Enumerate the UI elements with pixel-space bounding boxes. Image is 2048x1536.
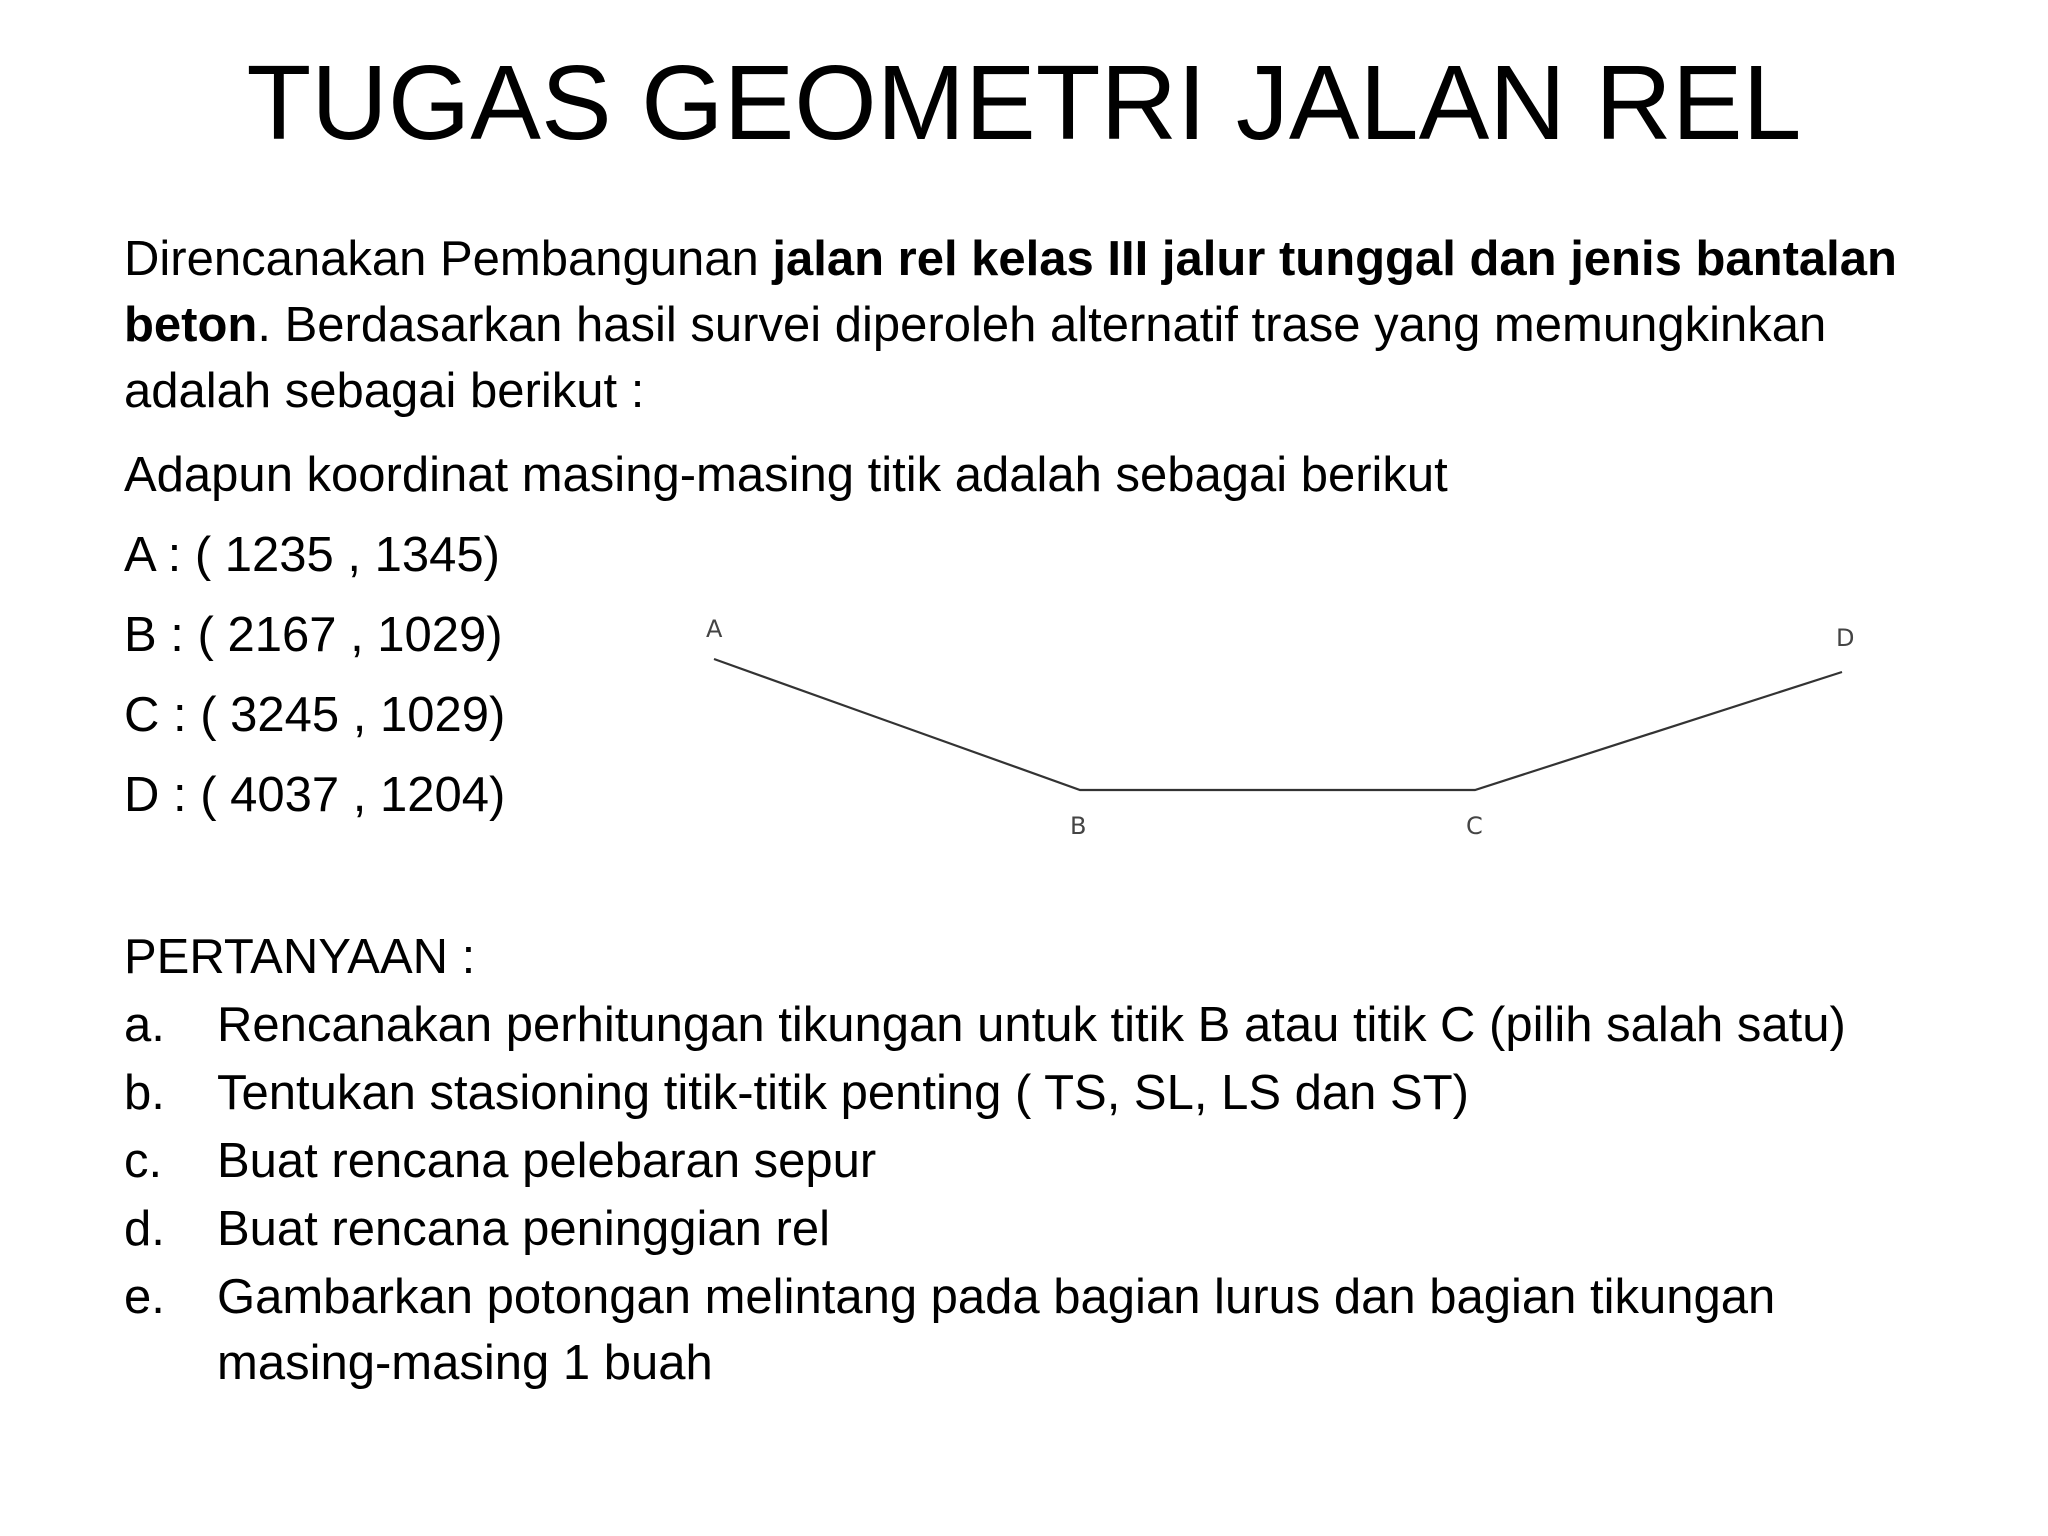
question-item xyxy=(124,1060,1914,1126)
question-text: Buat rencana pelebaran sepur xyxy=(217,1134,877,1188)
trase-diagram xyxy=(690,600,1870,850)
point-label-d: D xyxy=(1836,624,1855,652)
intro-paragraph xyxy=(124,226,1924,424)
intro-text-end: . Berdasarkan hasil survei diperoleh alternatif trase yang memungkinkan adalah sebagai berikut : xyxy=(124,298,1827,418)
question-marker: a. xyxy=(124,998,165,1052)
trase-line xyxy=(714,659,1842,790)
question-text: Rencanakan perhitungan tikungan untuk titik B atau titik C (pilih salah satu) xyxy=(217,998,1846,1052)
questions-list xyxy=(124,992,1914,1398)
slide-title: TUGAS GEOMETRI JALAN REL xyxy=(246,44,1802,162)
coordinates-intro: Adapun koordinat masing-masing titik adalah sebagai berikut xyxy=(124,448,1448,502)
question-text: Gambarkan potongan melintang pada bagian lurus dan bagian tikungan masing-masing 1 buah xyxy=(217,1270,1776,1390)
point-label-c: C xyxy=(1466,812,1483,840)
question-marker: d. xyxy=(124,1202,165,1256)
question-item xyxy=(124,1264,1914,1396)
coordinate-b: B : ( 2167 , 1029) xyxy=(124,608,503,662)
coordinate-a: A : ( 1235 , 1345) xyxy=(124,528,500,582)
questions-heading: PERTANYAAN : xyxy=(124,930,476,984)
question-marker: e. xyxy=(124,1270,165,1324)
question-item xyxy=(124,1196,1914,1262)
question-marker: b. xyxy=(124,1066,165,1120)
question-item xyxy=(124,1128,1914,1194)
question-text: Buat rencana peninggian rel xyxy=(217,1202,830,1256)
intro-text-start: Direncanakan Pembangunan xyxy=(124,232,773,286)
question-item xyxy=(124,992,1914,1058)
coordinate-d: D : ( 4037 , 1204) xyxy=(124,768,506,822)
point-label-b: B xyxy=(1070,812,1087,840)
intro-bold-text: jalan rel kelas III jalur tunggal dan jenis bantalan beton xyxy=(124,232,1897,352)
point-label-a: A xyxy=(706,615,723,643)
coordinate-c: C : ( 3245 , 1029) xyxy=(124,688,506,742)
question-text: Tentukan stasioning titik-titik penting ( TS, SL, LS dan ST) xyxy=(217,1066,1469,1120)
question-marker: c. xyxy=(124,1134,163,1188)
